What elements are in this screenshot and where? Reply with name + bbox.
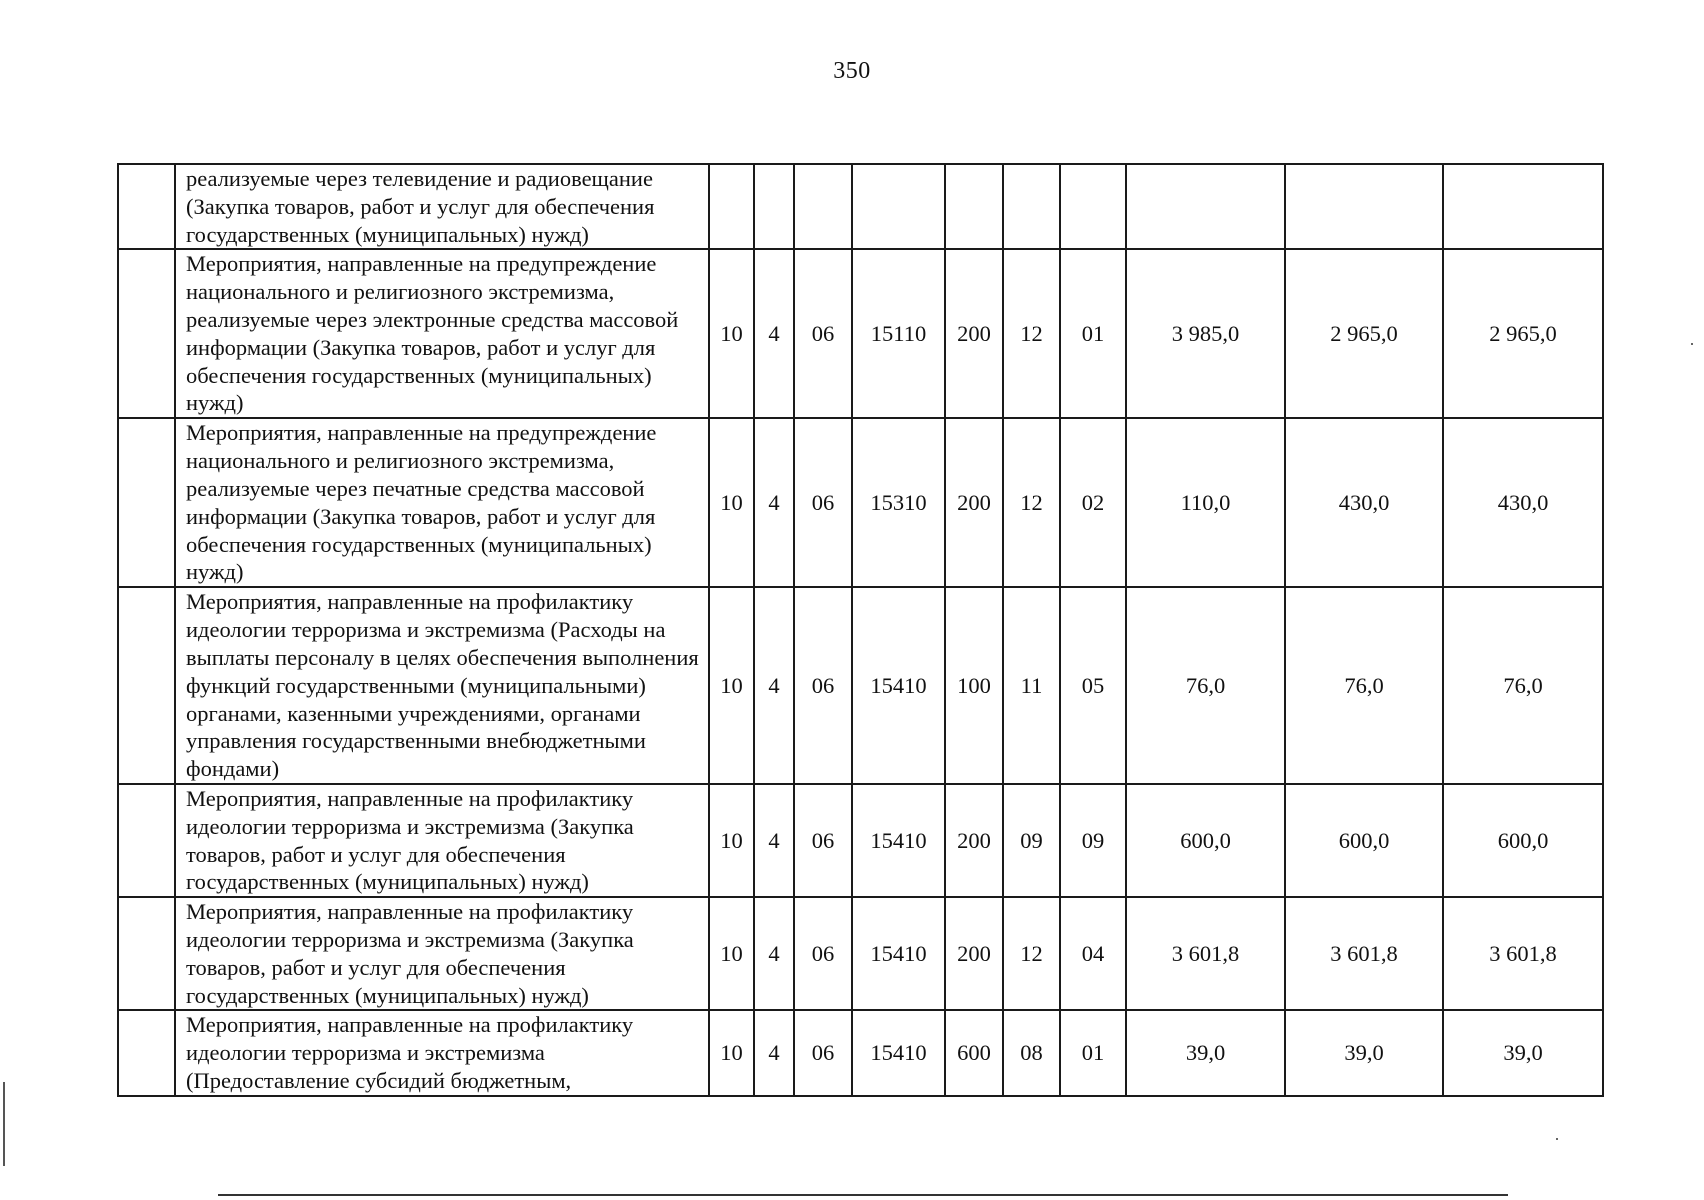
amount-cell-2: 39,0	[1285, 1010, 1443, 1095]
amount-cell-3: 430,0	[1443, 418, 1603, 587]
code-cell-2: 4	[754, 1010, 794, 1095]
code-cell-3: 06	[794, 587, 852, 784]
code-cell-1: 10	[709, 418, 754, 587]
code-cell-1: 10	[709, 784, 754, 897]
row-index-cell	[118, 897, 175, 1010]
amount-cell-3: 600,0	[1443, 784, 1603, 897]
code-cell-3: 06	[794, 418, 852, 587]
code-cell-4: 15410	[852, 784, 945, 897]
table-body	[118, 164, 1603, 1096]
bottom-rule	[218, 1194, 1508, 1196]
code-cell-5: 100	[945, 587, 1003, 784]
table-row	[118, 249, 1603, 418]
code-cell-3: 06	[794, 1010, 852, 1095]
code-cell-7	[1060, 164, 1126, 249]
code-cell-3: 06	[794, 249, 852, 418]
code-cell-3	[794, 164, 852, 249]
row-index-cell	[118, 249, 175, 418]
code-cell-1	[709, 164, 754, 249]
table-row	[118, 587, 1603, 784]
code-cell-4	[852, 164, 945, 249]
amount-cell-2	[1285, 164, 1443, 249]
code-cell-3: 06	[794, 897, 852, 1010]
amount-cell-1: 3 601,8	[1126, 897, 1285, 1010]
code-cell-2: 4	[754, 418, 794, 587]
code-cell-4: 15410	[852, 897, 945, 1010]
scan-edge-mark	[3, 1082, 5, 1166]
code-cell-7: 02	[1060, 418, 1126, 587]
code-cell-5: 200	[945, 897, 1003, 1010]
amount-cell-2: 430,0	[1285, 418, 1443, 587]
code-cell-7: 01	[1060, 249, 1126, 418]
code-cell-6: 12	[1003, 249, 1060, 418]
table-row	[118, 164, 1603, 249]
code-cell-6: 08	[1003, 1010, 1060, 1095]
code-cell-1: 10	[709, 1010, 754, 1095]
code-cell-4: 15310	[852, 418, 945, 587]
amount-cell-3: 2 965,0	[1443, 249, 1603, 418]
code-cell-7: 04	[1060, 897, 1126, 1010]
amount-cell-1: 600,0	[1126, 784, 1285, 897]
code-cell-7: 01	[1060, 1010, 1126, 1095]
code-cell-1: 10	[709, 249, 754, 418]
row-index-cell	[118, 164, 175, 249]
code-cell-2: 4	[754, 249, 794, 418]
table-row	[118, 1010, 1603, 1095]
scan-speck	[1556, 1138, 1558, 1140]
amount-cell-1: 39,0	[1126, 1010, 1285, 1095]
code-cell-6: 12	[1003, 418, 1060, 587]
amount-cell-1	[1126, 164, 1285, 249]
code-cell-7: 09	[1060, 784, 1126, 897]
code-cell-4: 15410	[852, 587, 945, 784]
code-cell-6: 11	[1003, 587, 1060, 784]
code-cell-5: 200	[945, 784, 1003, 897]
code-cell-5: 600	[945, 1010, 1003, 1095]
row-index-cell	[118, 1010, 175, 1095]
row-index-cell	[118, 587, 175, 784]
table-row	[118, 784, 1603, 897]
table-row	[118, 418, 1603, 587]
budget-table	[117, 163, 1604, 1097]
amount-cell-1: 110,0	[1126, 418, 1285, 587]
description-cell: Мероприятия, направленные на профилактику идеологии терроризма и экстремизма (Расходы на выплаты персоналу в целях обеспечения выполнения функций государственными (муниципальными) органами, казенными учреждениями, органами управления государственными внебюджетными фондами)	[175, 587, 709, 784]
amount-cell-3: 3 601,8	[1443, 897, 1603, 1010]
code-cell-2: 4	[754, 897, 794, 1010]
code-cell-4: 15110	[852, 249, 945, 418]
description-cell: реализуемые через телевидение и радиовещание (Закупка товаров, работ и услуг для обеспечения государственных (муниципальных) нужд)	[175, 164, 709, 249]
amount-cell-3	[1443, 164, 1603, 249]
table-row	[118, 897, 1603, 1010]
code-cell-5: 200	[945, 418, 1003, 587]
amount-cell-1: 76,0	[1126, 587, 1285, 784]
description-cell: Мероприятия, направленные на предупреждение национального и религиозного экстремизма, реализуемые через электронные средства массовой информации (Закупка товаров, работ и услуг для обеспечения государственных (муниципальных) нужд)	[175, 249, 709, 418]
description-cell: Мероприятия, направленные на предупреждение национального и религиозного экстремизма, реализуемые через печатные средства массовой информации (Закупка товаров, работ и услуг для обеспечения государственных (муниципальных) нужд)	[175, 418, 709, 587]
code-cell-2	[754, 164, 794, 249]
amount-cell-3: 76,0	[1443, 587, 1603, 784]
row-index-cell	[118, 784, 175, 897]
code-cell-2: 4	[754, 587, 794, 784]
amount-cell-2: 76,0	[1285, 587, 1443, 784]
amount-cell-1: 3 985,0	[1126, 249, 1285, 418]
code-cell-7: 05	[1060, 587, 1126, 784]
description-cell: Мероприятия, направленные на профилактику идеологии терроризма и экстремизма (Закупка товаров, работ и услуг для обеспечения государственных (муниципальных) нужд)	[175, 897, 709, 1010]
scan-speck	[1691, 343, 1693, 345]
description-cell: Мероприятия, направленные на профилактику идеологии терроризма и экстремизма (Закупка товаров, работ и услуг для обеспечения государственных (муниципальных) нужд)	[175, 784, 709, 897]
code-cell-3: 06	[794, 784, 852, 897]
code-cell-5	[945, 164, 1003, 249]
code-cell-4: 15410	[852, 1010, 945, 1095]
code-cell-2: 4	[754, 784, 794, 897]
amount-cell-2: 2 965,0	[1285, 249, 1443, 418]
code-cell-5: 200	[945, 249, 1003, 418]
amount-cell-2: 600,0	[1285, 784, 1443, 897]
code-cell-1: 10	[709, 587, 754, 784]
amount-cell-3: 39,0	[1443, 1010, 1603, 1095]
code-cell-6: 12	[1003, 897, 1060, 1010]
code-cell-6: 09	[1003, 784, 1060, 897]
description-cell: Мероприятия, направленные на профилактику идеологии терроризма и экстремизма (Предоставление субсидий бюджетным,	[175, 1010, 709, 1095]
row-index-cell	[118, 418, 175, 587]
page-number: 350	[833, 58, 871, 84]
code-cell-6	[1003, 164, 1060, 249]
amount-cell-2: 3 601,8	[1285, 897, 1443, 1010]
code-cell-1: 10	[709, 897, 754, 1010]
